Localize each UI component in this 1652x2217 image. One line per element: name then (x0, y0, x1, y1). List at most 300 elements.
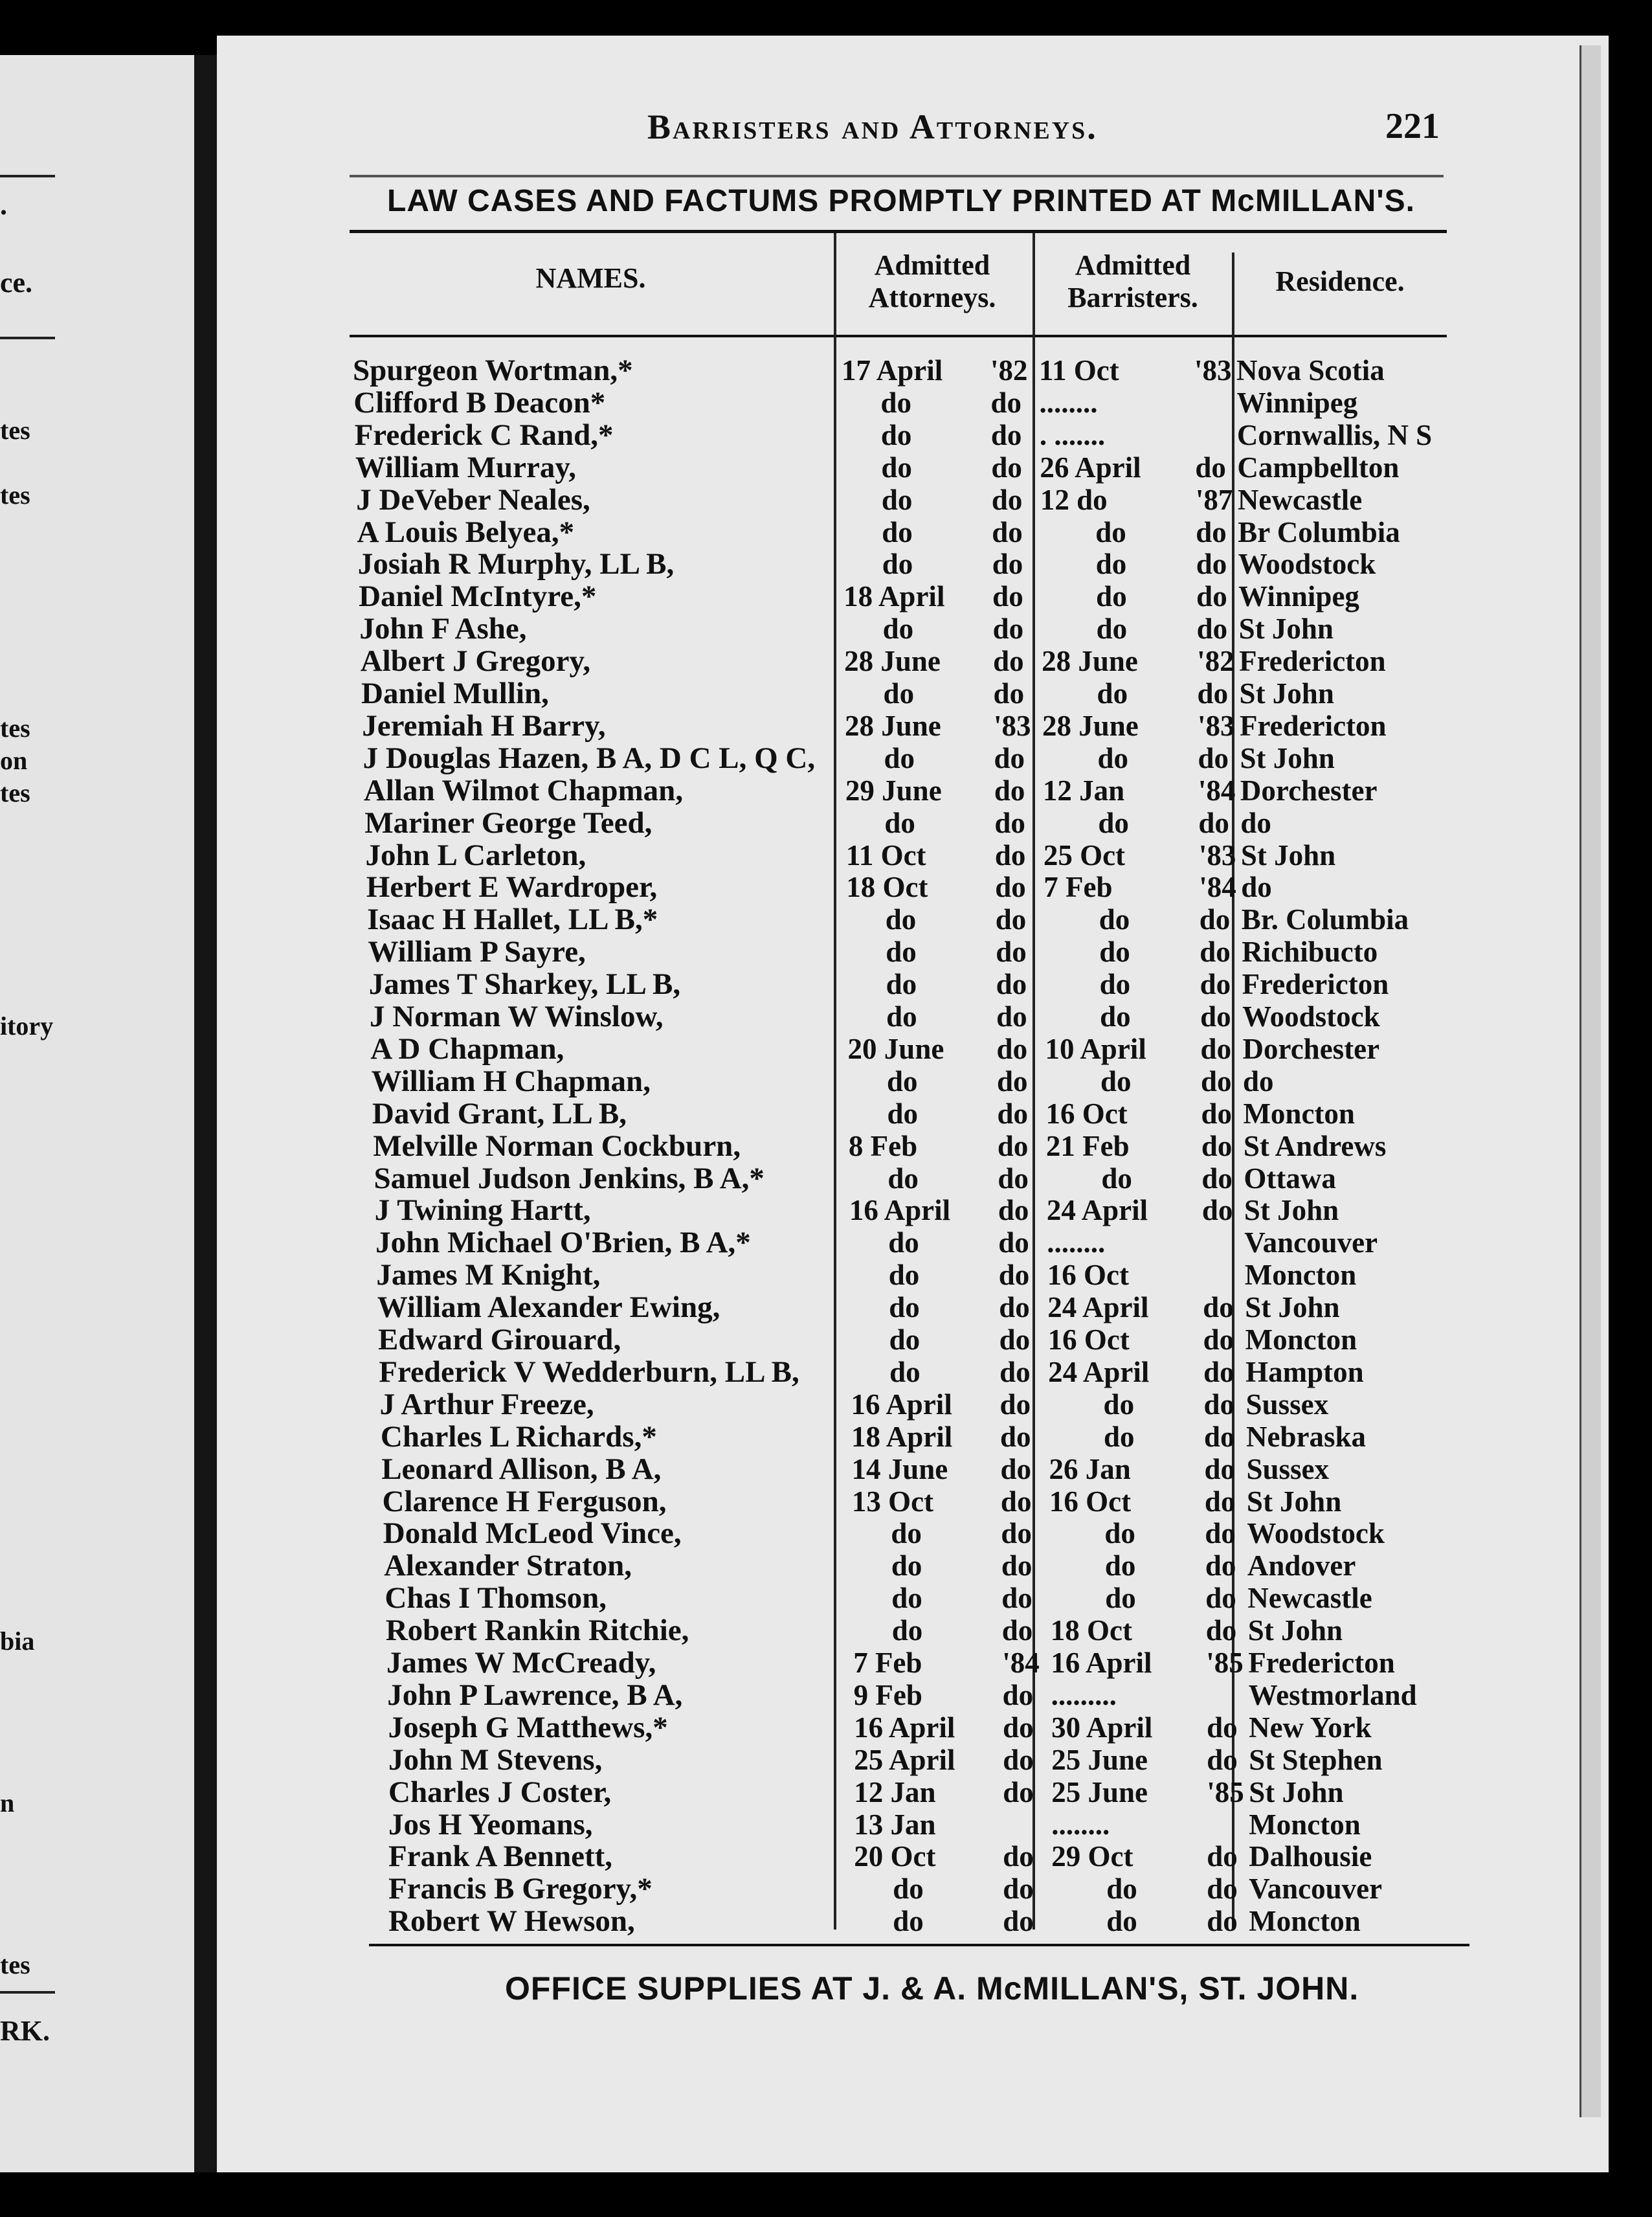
residence: St John (1239, 677, 1334, 710)
page-number: 221 (1385, 106, 1440, 146)
residence: Vancouver (1249, 1873, 1383, 1906)
left-fragment: RK. (0, 2015, 50, 2047)
lawyer-name: David Grant, LL B, (372, 1096, 627, 1131)
lawyer-name: Samuel Judson Jenkins, B A,* (374, 1161, 765, 1195)
attorney-admission-year: do (1003, 1743, 1034, 1776)
lawyer-name: J Twining Hartt, (374, 1193, 591, 1228)
lawyer-name: Spurgeon Wortman,* (353, 354, 633, 387)
attorney-admission-year: do (1001, 1517, 1032, 1550)
residence: Woodstock (1238, 548, 1376, 581)
residence: Nova Scotia (1236, 354, 1385, 387)
lawyer-name: Chas I Thomson, (385, 1581, 607, 1615)
residence: Cornwallis, N S (1236, 418, 1433, 451)
left-rule (0, 1991, 55, 1994)
attorney-admission-year: '82 (990, 354, 1028, 387)
attorney-admission-year: do (1003, 1775, 1034, 1808)
attorney-admission-date: 16 April (854, 1711, 955, 1744)
residence: Richibucto (1242, 936, 1378, 969)
attorney-admission-date: do (886, 968, 917, 1001)
attorney-admission-year: do (996, 936, 1027, 969)
barrister-admission-date: 24 April (1047, 1291, 1149, 1324)
attorney-admission-date: do (889, 1291, 920, 1324)
attorney-admission-year: do (999, 1355, 1031, 1388)
residence: Moncton (1244, 1259, 1357, 1292)
barrister-admission-year: do (1205, 1549, 1236, 1582)
residence: Moncton (1249, 1905, 1361, 1938)
attorney-admission-year: do (1000, 1452, 1031, 1485)
lawyer-name: Clarence H Ferguson, (382, 1484, 667, 1518)
attorney-admission-year: do (999, 1323, 1031, 1356)
names-label: NAMES. (535, 262, 646, 294)
residence: Sussex (1246, 1452, 1330, 1485)
left-fragment: . (0, 189, 7, 221)
barrister-admission-year: do (1203, 1323, 1234, 1356)
lawyer-name: Jos H Yeomans, (388, 1807, 593, 1841)
barrister-admission-year: do (1205, 1614, 1237, 1647)
residence: Westmorland (1248, 1678, 1417, 1711)
left-fragment: itory (0, 1011, 54, 1041)
attorney-admission-date: 8 Feb (848, 1129, 918, 1162)
barrister-admission-year: do (1196, 548, 1227, 581)
barrister-admission-date: do (1106, 1873, 1137, 1906)
lawyer-name: John Michael O'Brien, B A,* (375, 1226, 751, 1260)
barrister-admission-date: 10 April (1045, 1032, 1146, 1065)
barrister-admission-year: do (1200, 968, 1231, 1001)
lawyer-name: J Arthur Freeze, (379, 1387, 594, 1421)
lawyer-name: James W McCready, (386, 1646, 656, 1680)
residence: St John (1240, 741, 1335, 774)
lawyer-name: J Norman W Winslow, (370, 1000, 664, 1033)
barrister-admission-date: 12 do (1040, 483, 1108, 516)
column-header-rule (350, 335, 1447, 337)
barrister-admission-date: 25 Oct (1043, 838, 1126, 872)
residence: St Stephen (1249, 1743, 1383, 1776)
residence: Newcastle (1247, 1582, 1372, 1615)
attorney-admission-year: '83 (994, 709, 1031, 742)
lawyer-name: John F Ashe, (359, 612, 527, 646)
attorneys-label-line1: Admitted (874, 249, 990, 281)
barrister-admission-year: do (1200, 936, 1231, 969)
barrister-admission-date: 16 Oct (1049, 1485, 1132, 1518)
barrister-admission-year: do (1204, 1452, 1235, 1485)
barrister-admission-year: do (1196, 580, 1227, 613)
barrister-admission-date: do (1096, 613, 1128, 646)
barristers-label-line1: Admitted (1075, 249, 1191, 281)
attorney-admission-date: do (887, 1162, 919, 1195)
barrister-admission-date: do (1100, 1064, 1132, 1097)
attorney-admission-date: 11 Oct (845, 838, 926, 872)
attorney-admission-year: do (997, 1129, 1029, 1162)
barrister-admission-year: '84 (1198, 774, 1236, 807)
residence: do (1243, 1064, 1274, 1097)
lawyer-name: Robert W Hewson, (388, 1904, 635, 1939)
attorney-admission-date: 28 June (844, 645, 941, 678)
residence: St John (1246, 1485, 1342, 1518)
left-rule (0, 175, 55, 177)
residence-label: Residence. (1275, 265, 1405, 297)
barrister-admission-year: do (1201, 1097, 1232, 1130)
attorney-admission-year: do (998, 1194, 1029, 1227)
attorney-admission-year: do (992, 613, 1024, 646)
barrister-admission-date: do (1095, 548, 1127, 581)
lawyer-name: A D Chapman, (370, 1031, 564, 1066)
lawyer-name: Robert Rankin Ritchie, (385, 1614, 689, 1648)
attorney-admission-year: do (1003, 1905, 1034, 1938)
residence: Dalhousie (1249, 1840, 1372, 1873)
residence: do (1240, 806, 1271, 839)
barrister-admission-year: do (1200, 1032, 1232, 1065)
barrister-admission-date: 26 Jan (1049, 1452, 1131, 1485)
attorney-admission-year: do (1001, 1614, 1033, 1647)
lawyer-name: Mariner George Teed, (364, 805, 653, 840)
barrister-admission-year: do (1203, 1355, 1234, 1388)
barrister-admission-year: '83 (1194, 354, 1232, 387)
lawyer-name: William P Sayre, (368, 935, 586, 969)
attorney-admission-date: do (888, 1226, 919, 1259)
attorney-admission-year: do (1000, 1420, 1031, 1453)
lawyer-name: William Murray, (355, 450, 577, 484)
lawyer-name: Melville Norman Cockburn, (373, 1129, 741, 1163)
column-header-residence (1236, 265, 1444, 298)
residence: Moncton (1245, 1323, 1357, 1356)
barrister-admission-date: 30 April (1051, 1711, 1153, 1744)
residence: Ottawa (1244, 1162, 1336, 1195)
attorney-admission-year: do (996, 1032, 1028, 1065)
attorney-admission-year: do (994, 774, 1025, 807)
barrister-admission-year: do (1196, 613, 1228, 646)
barrister-admission-year: '87 (1195, 483, 1233, 516)
attorney-admission-year: do (1001, 1549, 1032, 1582)
attorney-admission-year: '84 (1002, 1647, 1040, 1679)
residence: Fredericton (1240, 709, 1387, 742)
barrister-admission-year: do (1201, 1129, 1233, 1162)
page-edge (1579, 45, 1601, 2117)
residence: Woodstock (1242, 1000, 1380, 1033)
attorney-admission-year: do (993, 677, 1025, 710)
attorney-admission-year: do (992, 515, 1023, 548)
attorney-admission-date: 14 June (851, 1452, 948, 1485)
attorney-admission-date: do (881, 483, 913, 516)
attorney-admission-year: do (1003, 1873, 1034, 1906)
barrister-admission-date: do (1096, 580, 1127, 613)
lawyer-name: Leonard Allison, B A, (381, 1452, 662, 1486)
lawyer-name: Francis B Gregory,* (388, 1872, 653, 1906)
barrister-admission-date: 28 June (1042, 645, 1138, 678)
barrister-admission-date: do (1105, 1582, 1136, 1615)
barrister-admission-date: do (1098, 806, 1129, 839)
barrister-admission-year: '85 (1207, 1775, 1244, 1808)
attorney-admission-date: do (882, 548, 913, 581)
residence: Fredericton (1239, 645, 1386, 678)
barrister-admission-date: do (1104, 1549, 1136, 1582)
attorney-admission-year: do (991, 451, 1022, 484)
page-title: Barristers and Attorneys. (647, 107, 1098, 146)
attorney-admission-year: do (993, 645, 1024, 678)
attorney-admission-date: do (884, 806, 915, 839)
barrister-admission-date: do (1099, 968, 1131, 1001)
attorney-admission-date: 16 April (851, 1388, 952, 1421)
residence: St John (1245, 1291, 1340, 1324)
barrister-admission-year: do (1196, 515, 1227, 548)
lawyer-name: Daniel McIntyre,* (359, 580, 597, 614)
barrister-admission-date: . ....... (1039, 418, 1106, 451)
barrister-admission-year: do (1205, 1517, 1236, 1550)
attorney-admission-date: do (883, 677, 915, 710)
barrister-admission-date: ........ (1039, 386, 1098, 419)
left-fragment: n (0, 1788, 15, 1817)
barrister-admission-date: ........ (1051, 1808, 1110, 1841)
attorney-admission-year: do (999, 1388, 1031, 1421)
left-fragment: tes (0, 714, 30, 743)
lawyer-name: Frederick V Wedderburn, LL B, (379, 1355, 799, 1389)
residence: Dorchester (1240, 774, 1378, 807)
barrister-admission-year: do (1207, 1905, 1238, 1938)
attorney-admission-date: do (886, 1000, 917, 1033)
residence: Moncton (1243, 1097, 1355, 1130)
barrister-admission-date: 25 June (1051, 1775, 1148, 1808)
lawyer-name: James M Knight, (376, 1258, 601, 1292)
lawyer-name: Clifford B Deacon* (353, 385, 606, 420)
attorney-admission-date: 25 April (854, 1743, 955, 1776)
attorney-admission-year: do (1000, 1485, 1032, 1518)
barrister-admission-year: '84 (1199, 871, 1236, 904)
lawyer-name: Herbert E Wardroper, (366, 870, 658, 905)
attorney-admission-date: do (882, 515, 913, 548)
lawyer-name: James T Sharkey, LL B, (368, 967, 681, 1002)
attorney-admission-date: do (887, 1064, 918, 1097)
barrister-admission-date: 18 Oct (1050, 1614, 1132, 1647)
barrister-admission-date: do (1099, 903, 1130, 936)
attorney-admission-year: do (998, 1162, 1029, 1195)
book-gutter (194, 55, 220, 2172)
barrister-admission-date: do (1100, 1000, 1131, 1033)
barrister-admission-year: do (1201, 1162, 1233, 1195)
lawyer-name: Albert J Gregory, (360, 644, 591, 679)
lawyer-name: Joseph G Matthews,* (388, 1710, 668, 1744)
barrister-admission-date: do (1106, 1905, 1137, 1938)
attorney-admission-date: 18 April (851, 1420, 953, 1453)
residence: St Andrews (1243, 1129, 1387, 1162)
attorney-admission-year: do (996, 968, 1027, 1001)
barrister-admission-year: do (1207, 1743, 1238, 1776)
residence: Woodstock (1247, 1517, 1385, 1550)
attorney-admission-year: do (998, 1226, 1029, 1259)
barrister-admission-year: do (1205, 1582, 1236, 1615)
attorney-admission-date: do (891, 1517, 922, 1550)
barrister-admission-date: do (1104, 1517, 1135, 1550)
residence: St John (1249, 1775, 1344, 1808)
attorney-admission-year: do (997, 1097, 1028, 1130)
attorney-admission-date: do (887, 1097, 918, 1130)
attorney-admission-date: 9 Feb (853, 1678, 922, 1711)
attorney-admission-date: do (882, 613, 914, 646)
attorney-admission-date: 17 April (842, 354, 943, 387)
attorney-admission-date: do (888, 1259, 920, 1292)
barrister-admission-date: do (1104, 1420, 1135, 1453)
left-fragment: tes (0, 480, 30, 510)
attorney-admission-year: do (1003, 1840, 1034, 1873)
barrister-admission-year: do (1207, 1840, 1238, 1873)
header-rule (350, 230, 1447, 233)
lawyer-name: Daniel Mullin, (361, 677, 549, 710)
advert-banner: LAW CASES AND FACTUMS PROMPTLY PRINTED AT McMILLAN'S. (387, 184, 1416, 218)
residence: St John (1244, 1194, 1339, 1227)
left-rule (0, 337, 55, 339)
banner-top-rule (350, 175, 1444, 177)
barrister-admission-date: 16 April (1051, 1647, 1152, 1679)
barrister-admission-year: do (1207, 1711, 1238, 1744)
attorney-admission-year: do (995, 903, 1027, 936)
lawyer-name: J Douglas Hazen, B A, D C L, Q C, (363, 741, 816, 775)
lawyer-name: Frank A Bennett, (388, 1840, 613, 1874)
residence: Fredericton (1248, 1647, 1395, 1679)
attorney-admission-date: 29 June (845, 774, 942, 807)
attorney-admission-year: do (994, 741, 1025, 774)
attorney-admission-year: do (990, 386, 1021, 419)
residence: Nebraska (1246, 1420, 1367, 1453)
attorney-admission-year: do (997, 1064, 1028, 1097)
attorney-admission-date: 20 Oct (854, 1840, 936, 1873)
barrister-admission-date: do (1099, 936, 1130, 969)
barrister-admission-year: do (1198, 806, 1229, 839)
barrister-admission-date: 12 Jan (1042, 774, 1125, 807)
barrister-admission-year: do (1200, 1000, 1231, 1033)
barrister-admission-year: do (1204, 1485, 1236, 1518)
barrister-admission-year: do (1195, 451, 1226, 484)
residence: Andover (1247, 1549, 1356, 1582)
attorney-admission-date: do (880, 386, 911, 419)
residence: St John (1247, 1614, 1343, 1647)
lawyer-name: A Louis Belyea,* (357, 515, 575, 549)
left-fragment: ce. (0, 267, 33, 298)
footer-rule (369, 1944, 1469, 1946)
barrister-admission-year: do (1201, 1194, 1233, 1227)
barrister-admission-year: '83 (1198, 709, 1235, 742)
barrister-admission-date: 16 Oct (1045, 1097, 1128, 1130)
attorney-admission-year: do (994, 806, 1025, 839)
attorney-admission-year: do (1002, 1678, 1034, 1711)
attorney-admission-date: do (884, 741, 915, 774)
lawyer-name: Josiah R Murphy, LL B, (357, 547, 675, 581)
attorney-admission-date: 18 Oct (846, 871, 928, 904)
left-page-fragment (0, 55, 220, 2172)
lawyer-name: Charles J Coster, (388, 1775, 612, 1809)
residence: Br. Columbia (1241, 903, 1409, 936)
barristers-label-line2: Barristers. (1067, 282, 1198, 313)
residence: Hampton (1245, 1355, 1364, 1388)
barrister-admission-date: 28 June (1042, 709, 1139, 742)
barrister-admission-year: '82 (1197, 645, 1234, 678)
residence: Sussex (1245, 1388, 1329, 1421)
attorney-admission-year: do (992, 580, 1023, 613)
barrister-admission-date: 16 Oct (1047, 1259, 1129, 1292)
left-fragment: on (0, 746, 28, 775)
lawyer-name: John L Carleton, (365, 838, 586, 872)
barrister-admission-date: 25 June (1051, 1743, 1148, 1776)
lawyer-name: John M Stevens, (388, 1742, 603, 1777)
left-fragment: bia (0, 1626, 35, 1656)
attorney-admission-date: do (893, 1873, 924, 1906)
column-header-barristers (1036, 249, 1230, 314)
residence: Dorchester (1242, 1032, 1380, 1065)
attorney-admission-year: do (991, 483, 1023, 516)
attorney-admission-date: do (891, 1614, 923, 1647)
barrister-admission-date: 24 April (1048, 1355, 1150, 1388)
column-header-names (350, 262, 832, 295)
attorney-admission-year: do (1001, 1582, 1032, 1615)
barrister-admission-date: ........ (1047, 1226, 1106, 1259)
barrister-admission-date: 16 Oct (1047, 1323, 1130, 1356)
attorney-admission-date: do (880, 418, 912, 451)
attorney-admission-date: 16 April (849, 1194, 951, 1227)
attorney-admission-year: do (998, 1259, 1030, 1292)
lawyer-name: J DeVeber Neales, (356, 482, 590, 517)
attorneys-label-line2: Attorneys. (868, 282, 996, 313)
attorney-admission-date: do (886, 936, 917, 969)
barrister-admission-year: do (1203, 1388, 1235, 1421)
attorney-admission-date: 13 Oct (851, 1485, 934, 1518)
residence: Vancouver (1244, 1226, 1378, 1259)
barrister-admission-date: ......... (1051, 1678, 1117, 1711)
barrister-admission-date: 21 Feb (1045, 1129, 1130, 1162)
barrister-admission-year: do (1199, 903, 1231, 936)
barrister-admission-date: 26 April (1040, 451, 1141, 484)
attorney-admission-date: do (889, 1355, 921, 1388)
barrister-admission-date: do (1101, 1162, 1132, 1195)
lawyer-name: Donald McLeod Vince, (383, 1516, 682, 1551)
left-fragment: tes (0, 416, 30, 445)
barrister-admission-year: do (1198, 741, 1229, 774)
attorney-admission-year: do (999, 1291, 1030, 1324)
residence: St John (1240, 838, 1336, 872)
barrister-admission-date: do (1095, 515, 1126, 548)
attorney-admission-year: do (994, 838, 1026, 872)
left-fragment: tes (0, 1950, 30, 1979)
barrister-admission-year: '83 (1198, 838, 1236, 872)
barrister-admission-date: 24 April (1046, 1194, 1148, 1227)
attorney-admission-date: 28 June (845, 709, 941, 742)
attorney-admission-date: do (891, 1549, 922, 1582)
left-fragment: tes (0, 778, 30, 807)
attorney-admission-date: 18 April (843, 580, 945, 613)
lawyer-name: Edward Girouard, (378, 1323, 621, 1356)
lawyer-name: Jeremiah H Barry, (362, 708, 606, 743)
residence: Winnipeg (1236, 386, 1358, 419)
attorney-admission-year: do (990, 418, 1022, 451)
lawyer-name: Alexander Straton, (384, 1549, 632, 1583)
barrister-admission-date: do (1103, 1388, 1135, 1421)
lawyer-name: Allan Wilmot Chapman, (363, 773, 684, 807)
attorney-admission-date: 7 Feb (853, 1647, 922, 1679)
residence: Br Columbia (1238, 515, 1400, 548)
residence: St John (1238, 613, 1334, 646)
footer-advert: OFFICE SUPPLIES AT J. & A. McMILLAN'S, ST. JOHN. (505, 1970, 1359, 2007)
barrister-admission-date: 7 Feb (1044, 871, 1113, 904)
lawyer-name: Frederick C Rand,* (354, 418, 614, 452)
residence: Campbellton (1237, 451, 1400, 484)
barrister-admission-year: do (1201, 1064, 1232, 1097)
barrister-admission-date: 29 Oct (1051, 1840, 1133, 1873)
attorney-admission-date: do (881, 451, 912, 484)
residence: do (1241, 871, 1272, 904)
barrister-admission-year: do (1204, 1420, 1235, 1453)
attorney-admission-date: do (889, 1323, 921, 1356)
attorney-admission-date: do (885, 903, 917, 936)
residence: New York (1249, 1711, 1372, 1744)
attorney-admission-year: do (992, 548, 1023, 581)
attorney-admission-year: do (996, 1000, 1027, 1033)
column-header-attorneys (835, 249, 1029, 314)
